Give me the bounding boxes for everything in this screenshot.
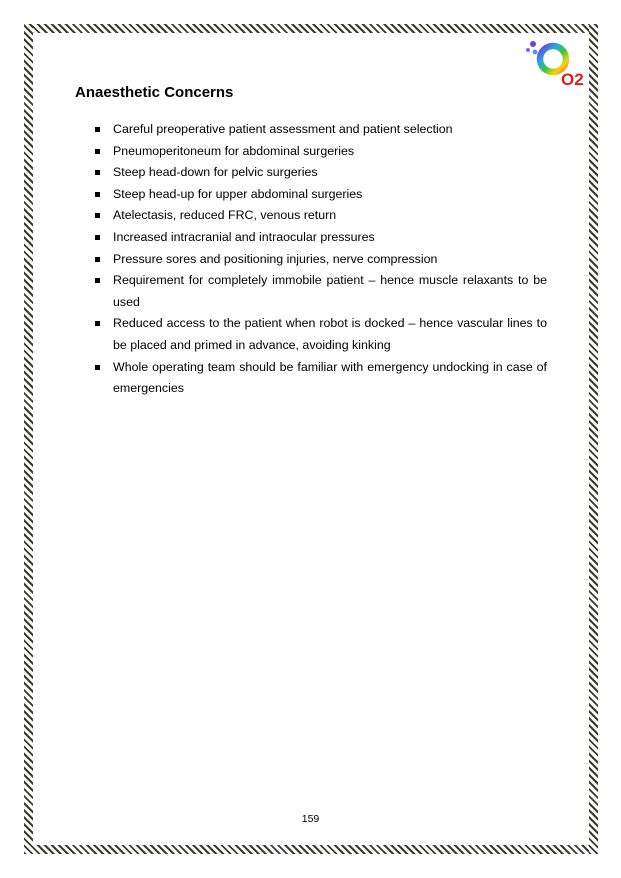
list-item [93, 205, 547, 227]
logo-text: O2 [561, 70, 584, 89]
bullet-square-icon [95, 192, 100, 197]
list-item-text: Requirement for completely immobile patient – hence muscle relaxants to be used [113, 273, 547, 309]
bullet-square-icon [95, 365, 100, 370]
bullet-square-icon [95, 278, 100, 283]
bullet-square-icon [95, 149, 100, 154]
list-item-text: Reduced access to the patient when robot is docked – hence vascular lines to be placed and primed in advance, avoiding kinking [113, 316, 547, 352]
section-heading: Anaesthetic Concerns [75, 84, 234, 101]
list-item [93, 313, 547, 356]
list-item [93, 357, 547, 400]
page-border-right [589, 24, 598, 854]
concerns-list [93, 119, 547, 400]
bullet-square-icon [95, 235, 100, 240]
list-item-text: Increased intracranial and intraocular pressures [113, 229, 375, 244]
bullet-square-icon [95, 257, 100, 262]
list-item [93, 270, 547, 313]
list-item [93, 249, 547, 271]
list-item-text: Pneumoperitoneum for abdominal surgeries [113, 143, 355, 158]
list-item [93, 162, 547, 184]
page-border-left [24, 24, 33, 854]
bullet-square-icon [95, 170, 100, 175]
list-item [93, 141, 547, 163]
page-border-top [24, 24, 598, 33]
bullet-square-icon [95, 127, 100, 132]
bullet-square-icon [95, 321, 100, 326]
list-item-text: Atelectasis, reduced FRC, venous return [113, 208, 337, 223]
list-item-text: Steep head-up for upper abdominal surgeries [113, 186, 363, 201]
page-border-bottom [24, 845, 598, 854]
list-item-text: Careful preoperative patient assessment and patient selection [113, 122, 453, 136]
list-item [93, 119, 547, 141]
list-item [93, 227, 547, 249]
list-item-text: Pressure sores and positioning injuries, nerve compression [113, 251, 438, 266]
page-number: 159 [301, 813, 320, 825]
list-item [93, 184, 547, 206]
o2-logo-icon [523, 38, 584, 89]
bullet-square-icon [95, 213, 100, 218]
list-item-text: Steep head-down for pelvic surgeries [113, 165, 318, 180]
list-item-text: Whole operating team should be familiar with emergency undocking in case of emergencies [113, 359, 547, 396]
